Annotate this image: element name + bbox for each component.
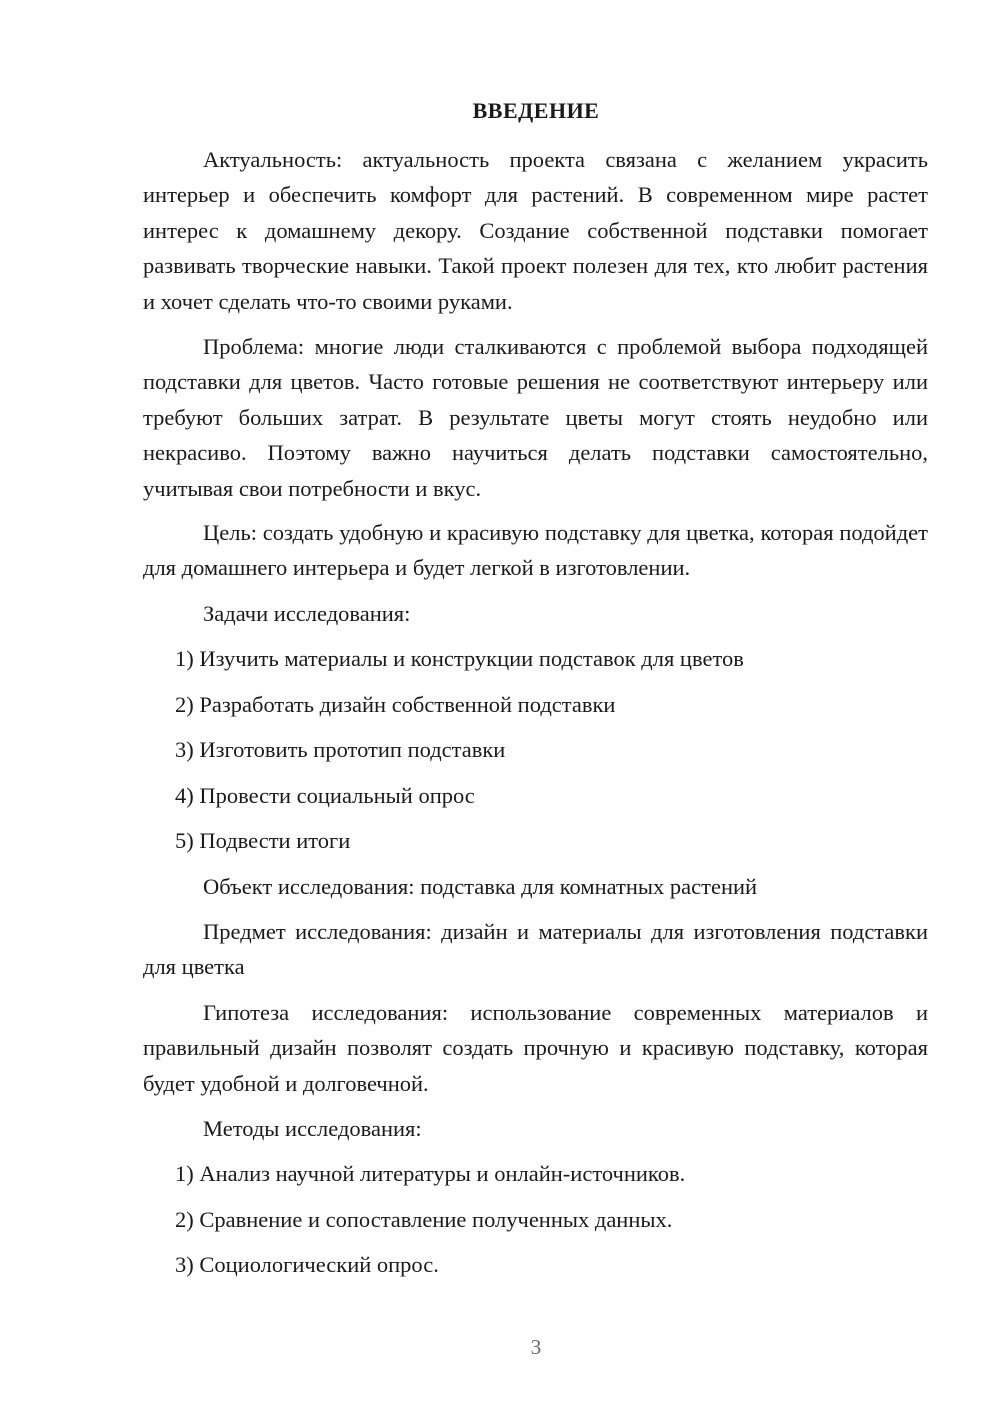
section-title: ВВЕДЕНИЕ xyxy=(472,98,600,123)
method-item: 3) Социологический опрос. xyxy=(175,1252,439,1277)
hypothesis-paragraph: Гипотеза исследования: использование современных материалов и правильный дизайн позволят создать прочную и красивую подставку, которая будет удобной и долговечной. xyxy=(143,1000,928,1096)
goal-paragraph: Цель: создать удобную и красивую подставку для цветка, которая подойдет для домашнего интерьера и будет легкой в изготовлении. xyxy=(143,520,928,581)
task-item: 5) Подвести итоги xyxy=(175,828,351,853)
task-item: 2) Разработать дизайн собственной подставки xyxy=(175,692,616,717)
page-number: 3 xyxy=(530,1335,542,1359)
method-item: 2) Сравнение и сопоставление полученных данных. xyxy=(175,1207,673,1232)
task-item: 3) Изготовить прототип подставки xyxy=(175,737,506,762)
relevance-paragraph: Актуальность: актуальность проекта связана с желанием украсить интерьер и обеспечить комфорт для растений. В современном мире растет интерес к домашнему декору. Создание собственной подставки помогает развивать творческие навыки. Такой проект полезен для тех, кто любит растения и хочет сделать что-то своими руками. xyxy=(143,147,928,314)
task-item: 1) Изучить материалы и конструкции подставок для цветов xyxy=(175,646,744,671)
subject-paragraph: Предмет исследования: дизайн и материалы для изготовления подставки для цветка xyxy=(143,919,928,980)
object-paragraph: Объект исследования: подставка для комнатных растений xyxy=(203,874,758,899)
problem-paragraph: Проблема: многие люди сталкиваются с проблемой выбора подходящей подставки для цветов. Часто готовые решения не соответствуют интерьеру или требуют больших затрат. В результате цветы могут стоять неудобно или некрасиво. Поэтому важно научиться делать подставки самостоятельно, учитывая свои потребности и вкус. xyxy=(143,334,928,501)
task-item: 4) Провести социальный опрос xyxy=(175,783,475,808)
method-item: 1) Анализ научной литературы и онлайн-источников. xyxy=(175,1161,686,1186)
methods-heading: Методы исследования: xyxy=(203,1116,422,1141)
tasks-heading: Задачи исследования: xyxy=(203,601,411,626)
